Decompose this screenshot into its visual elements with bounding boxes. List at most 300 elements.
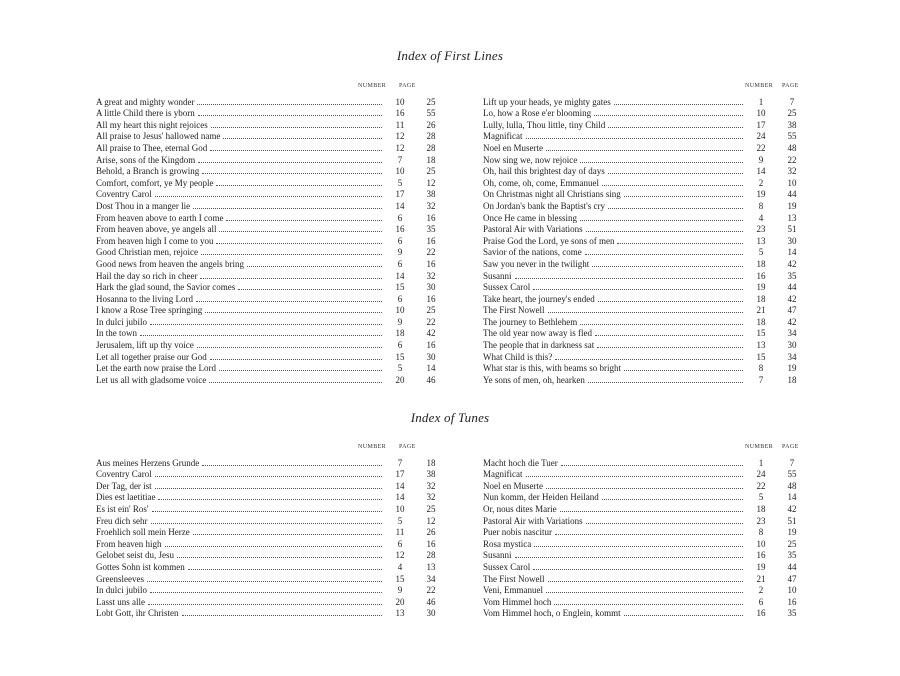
index-entry bbox=[483, 292, 811, 304]
dot-leader bbox=[216, 185, 382, 186]
dot-leader bbox=[148, 604, 382, 605]
dot-leader bbox=[247, 266, 382, 267]
dot-leader bbox=[151, 523, 383, 524]
entry-page: 30 bbox=[787, 235, 797, 246]
entry-page: 12 bbox=[426, 177, 436, 188]
index-entry bbox=[483, 584, 811, 596]
entry-page: 30 bbox=[426, 608, 436, 619]
entry-title: Oh, hail this brightest day of days bbox=[483, 166, 605, 177]
dot-leader bbox=[177, 557, 382, 558]
index-entry bbox=[96, 141, 450, 153]
entry-title: On Jordan's bank the Baptist's cry bbox=[483, 200, 605, 211]
entry-page: 18 bbox=[787, 374, 797, 385]
index-entry bbox=[483, 153, 811, 165]
entry-number: 21 bbox=[756, 573, 766, 584]
entry-number: 9 bbox=[397, 585, 403, 596]
entry-page: 55 bbox=[426, 108, 436, 119]
entry-page: 13 bbox=[787, 212, 797, 223]
index-entry bbox=[96, 595, 450, 607]
index-entry bbox=[483, 327, 811, 339]
index-entry bbox=[483, 281, 811, 293]
dot-leader bbox=[560, 511, 743, 512]
index-entry bbox=[96, 211, 450, 223]
index-entry bbox=[96, 572, 450, 584]
entry-page: 35 bbox=[787, 270, 797, 281]
entry-title: Good news from heaven the angels bring bbox=[96, 258, 244, 269]
index-entry bbox=[96, 537, 450, 549]
index-entry bbox=[483, 246, 811, 258]
entry-number: 14 bbox=[395, 200, 405, 211]
entry-title: Praise God the Lord, ye sons of men bbox=[483, 235, 615, 246]
entry-page: 30 bbox=[426, 351, 436, 362]
dot-leader bbox=[147, 581, 382, 582]
entry-page: 32 bbox=[426, 480, 436, 491]
number-header: NUMBER bbox=[745, 444, 774, 450]
dot-leader bbox=[614, 104, 743, 105]
index-entry bbox=[483, 130, 811, 142]
entry-page: 32 bbox=[426, 200, 436, 211]
entry-page: 34 bbox=[787, 328, 797, 339]
entry-page: 44 bbox=[787, 282, 797, 293]
entry-page: 16 bbox=[787, 596, 797, 607]
entry-number: 9 bbox=[397, 316, 403, 327]
entry-title: The First Nowell bbox=[483, 573, 545, 584]
entry-title: Rosa mystica bbox=[483, 538, 532, 549]
index-entry bbox=[96, 292, 450, 304]
index-entry bbox=[96, 234, 450, 246]
entry-page: 16 bbox=[426, 258, 436, 269]
entry-title: Sussex Carol bbox=[483, 561, 531, 572]
dot-leader bbox=[226, 220, 382, 221]
entry-title: From heaven above to earth I come bbox=[96, 212, 224, 223]
entry-title: Ye sons of men, oh, hearken bbox=[483, 374, 585, 385]
entry-number: 15 bbox=[756, 351, 766, 362]
entry-number: 16 bbox=[756, 608, 766, 619]
dot-leader bbox=[533, 569, 743, 570]
entry-page: 16 bbox=[426, 340, 436, 351]
entry-title: From heaven high I come to you bbox=[96, 235, 214, 246]
first-lines-title: Index of First Lines bbox=[396, 48, 504, 63]
entry-page: 44 bbox=[787, 189, 797, 200]
entry-title: Behold, a Branch is growing bbox=[96, 166, 200, 177]
dot-leader bbox=[554, 604, 743, 605]
entry-number: 4 bbox=[758, 212, 764, 223]
entry-number: 19 bbox=[756, 282, 766, 293]
entry-page: 55 bbox=[787, 469, 797, 480]
dot-leader bbox=[624, 615, 743, 616]
entry-number: 14 bbox=[395, 480, 405, 491]
dot-leader bbox=[608, 208, 743, 209]
entry-title: Froehlich soll mein Herze bbox=[96, 527, 190, 538]
index-entry bbox=[483, 118, 811, 130]
entry-number: 6 bbox=[397, 293, 403, 304]
dot-leader bbox=[592, 266, 743, 267]
entry-title: Vom Himmel hoch, o Englein, kommt bbox=[483, 608, 621, 619]
index-entry bbox=[483, 373, 811, 385]
entry-number: 23 bbox=[756, 515, 766, 526]
dot-leader bbox=[598, 301, 743, 302]
index-entry bbox=[483, 560, 811, 572]
entry-number: 6 bbox=[397, 235, 403, 246]
entry-number: 6 bbox=[397, 538, 403, 549]
entry-page: 55 bbox=[787, 131, 797, 142]
entry-number: 24 bbox=[756, 131, 766, 142]
entry-title: Coventry Carol bbox=[96, 469, 152, 480]
entry-number: 18 bbox=[756, 316, 766, 327]
entry-number: 1 bbox=[758, 96, 764, 107]
entry-page: 46 bbox=[426, 374, 436, 385]
index-entry bbox=[483, 549, 811, 561]
entry-title: Noel en Muserte bbox=[483, 142, 543, 153]
index-entry bbox=[96, 327, 450, 339]
entry-title: Savior of the nations, come bbox=[483, 247, 582, 258]
index-entry bbox=[483, 223, 811, 235]
entry-page: 19 bbox=[787, 200, 797, 211]
entry-title: Let us all with gladsome voice bbox=[96, 374, 207, 385]
dot-leader bbox=[546, 488, 743, 489]
index-entry bbox=[483, 537, 811, 549]
entry-page: 16 bbox=[426, 235, 436, 246]
index-entry bbox=[483, 165, 811, 177]
index-entry bbox=[96, 107, 450, 119]
entry-number: 13 bbox=[395, 608, 405, 619]
entry-page: 25 bbox=[787, 538, 797, 549]
entry-page: 35 bbox=[787, 550, 797, 561]
entry-number: 10 bbox=[395, 166, 405, 177]
entry-page: 10 bbox=[787, 177, 797, 188]
dot-leader bbox=[594, 115, 743, 116]
entry-page: 34 bbox=[426, 573, 436, 584]
entry-title: Arise, sons of the Kingdom bbox=[96, 154, 196, 165]
page-header: PAGE bbox=[399, 444, 416, 450]
index-entry bbox=[96, 165, 450, 177]
entry-page: 47 bbox=[787, 305, 797, 316]
entry-page: 25 bbox=[426, 166, 436, 177]
entry-page: 14 bbox=[787, 247, 797, 258]
entry-title: Es ist ein' Ros' bbox=[96, 503, 149, 514]
entry-page: 28 bbox=[426, 550, 436, 561]
entry-title: Vom Himmel hoch bbox=[483, 596, 552, 607]
entry-number: 21 bbox=[756, 305, 766, 316]
dot-leader bbox=[546, 592, 743, 593]
number-header: NUMBER bbox=[358, 444, 387, 450]
dot-leader bbox=[586, 231, 743, 232]
entry-title: Comfort, comfort, ye My people bbox=[96, 177, 214, 188]
entry-title: Lift up your heads, ye mighty gates bbox=[483, 96, 611, 107]
dot-leader bbox=[201, 254, 382, 255]
dot-leader bbox=[197, 347, 382, 348]
entry-title: Susanni bbox=[483, 550, 512, 561]
entry-page: 14 bbox=[426, 363, 436, 374]
entry-page: 42 bbox=[787, 258, 797, 269]
dot-leader bbox=[555, 534, 743, 535]
dot-leader bbox=[223, 138, 382, 139]
index-list bbox=[96, 456, 450, 618]
entry-title: Good Christian men, rejoice bbox=[96, 247, 198, 258]
dot-leader bbox=[196, 301, 382, 302]
entry-number: 10 bbox=[395, 503, 405, 514]
entry-page: 47 bbox=[787, 573, 797, 584]
entry-number: 6 bbox=[397, 212, 403, 223]
index-entry bbox=[96, 584, 450, 596]
entry-page: 12 bbox=[426, 515, 436, 526]
index-entry bbox=[96, 95, 450, 107]
page-header: PAGE bbox=[782, 444, 799, 450]
index-entry bbox=[96, 223, 450, 235]
entry-title: Lully, lulla, Thou little, tiny Child bbox=[483, 119, 606, 130]
entry-page: 42 bbox=[787, 316, 797, 327]
index-entry bbox=[483, 456, 811, 468]
entry-number: 1 bbox=[758, 457, 764, 468]
dot-leader bbox=[548, 581, 744, 582]
entry-number: 10 bbox=[756, 108, 766, 119]
index-entry bbox=[483, 362, 811, 374]
index-entry bbox=[96, 338, 450, 350]
index-entry bbox=[483, 269, 811, 281]
entry-number: 17 bbox=[395, 189, 405, 200]
index-entry bbox=[483, 595, 811, 607]
dot-leader bbox=[624, 196, 743, 197]
entry-page: 30 bbox=[787, 340, 797, 351]
dot-leader bbox=[211, 127, 382, 128]
entry-page: 14 bbox=[787, 492, 797, 503]
entry-page: 13 bbox=[426, 561, 436, 572]
entry-title: All praise to Jesus' hallowed name bbox=[96, 131, 221, 142]
entry-number: 18 bbox=[756, 293, 766, 304]
entry-title: What star is this, with beams so bright bbox=[483, 363, 621, 374]
entry-title: Dost Thou in a manger lie bbox=[96, 200, 191, 211]
entry-title: Lasst uns alle bbox=[96, 596, 145, 607]
entry-title: The First Nowell bbox=[483, 305, 545, 316]
entry-number: 14 bbox=[395, 492, 405, 503]
index-entry bbox=[483, 141, 811, 153]
entry-number: 8 bbox=[758, 363, 764, 374]
dot-leader bbox=[155, 476, 382, 477]
entry-page: 30 bbox=[426, 282, 436, 293]
entry-page: 18 bbox=[426, 154, 436, 165]
entry-page: 26 bbox=[426, 119, 436, 130]
entry-page: 25 bbox=[426, 96, 436, 107]
entry-number: 14 bbox=[395, 270, 405, 281]
entry-number: 15 bbox=[395, 351, 405, 362]
entry-page: 25 bbox=[426, 503, 436, 514]
entry-title: Dies est laetitiae bbox=[96, 492, 156, 503]
dot-leader bbox=[533, 289, 743, 290]
dot-leader bbox=[526, 476, 744, 477]
dot-leader bbox=[193, 534, 382, 535]
entry-title: Der Tag, der ist bbox=[96, 480, 152, 491]
entry-title: The old year now away is fled bbox=[483, 328, 592, 339]
entry-number: 11 bbox=[395, 119, 405, 130]
entry-title: What Child is this? bbox=[483, 351, 553, 362]
entry-page: 38 bbox=[426, 189, 436, 200]
entry-page: 7 bbox=[789, 96, 795, 107]
entry-page: 42 bbox=[426, 328, 436, 339]
entry-page: 48 bbox=[787, 142, 797, 153]
index-entry bbox=[96, 199, 450, 211]
entry-number: 15 bbox=[756, 328, 766, 339]
dot-leader bbox=[580, 162, 743, 163]
dot-leader bbox=[152, 511, 383, 512]
entry-title: Sussex Carol bbox=[483, 282, 531, 293]
dot-leader bbox=[198, 115, 382, 116]
entry-page: 22 bbox=[426, 585, 436, 596]
dot-leader bbox=[238, 289, 382, 290]
index-entry bbox=[483, 491, 811, 503]
entry-page: 18 bbox=[426, 457, 436, 468]
entry-page: 28 bbox=[426, 131, 436, 142]
entry-title: Magnificat bbox=[483, 131, 523, 142]
entry-page: 48 bbox=[787, 480, 797, 491]
entry-number: 19 bbox=[756, 189, 766, 200]
entry-number: 10 bbox=[395, 305, 405, 316]
dot-leader bbox=[580, 220, 743, 221]
entry-number: 18 bbox=[395, 328, 405, 339]
entry-page: 46 bbox=[426, 596, 436, 607]
page-header: PAGE bbox=[399, 83, 416, 89]
index-entry bbox=[96, 362, 450, 374]
dot-leader bbox=[586, 523, 743, 524]
index-entry bbox=[483, 304, 811, 316]
index-entry bbox=[483, 572, 811, 584]
entry-title: I know a Rose Tree springing bbox=[96, 305, 203, 316]
entry-title: Hosanna to the living Lord bbox=[96, 293, 193, 304]
dot-leader bbox=[188, 569, 382, 570]
entry-number: 7 bbox=[397, 154, 403, 165]
dot-leader bbox=[219, 231, 382, 232]
entry-number: 19 bbox=[756, 561, 766, 572]
number-header: NUMBER bbox=[358, 83, 387, 89]
entry-number: 17 bbox=[395, 469, 405, 480]
entry-number: 6 bbox=[397, 258, 403, 269]
entry-page: 35 bbox=[787, 608, 797, 619]
entry-number: 15 bbox=[395, 282, 405, 293]
dot-leader bbox=[515, 278, 743, 279]
entry-page: 10 bbox=[787, 585, 797, 596]
entry-number: 22 bbox=[756, 142, 766, 153]
entry-number: 14 bbox=[756, 166, 766, 177]
index-entry bbox=[483, 176, 811, 188]
entry-number: 13 bbox=[756, 340, 766, 351]
entry-title: Or, nous dites Marie bbox=[483, 503, 557, 514]
entry-title: All praise to Thee, eternal God bbox=[96, 142, 208, 153]
entry-title: Gelobet seist du, Jesu bbox=[96, 550, 174, 561]
dot-leader bbox=[155, 488, 382, 489]
index-entry bbox=[483, 468, 811, 480]
dot-leader bbox=[546, 150, 743, 151]
entry-title: From heaven high bbox=[96, 538, 162, 549]
entry-number: 18 bbox=[756, 503, 766, 514]
index-list bbox=[483, 456, 811, 618]
entry-number: 8 bbox=[758, 200, 764, 211]
entry-title: Puer nobis nascitur bbox=[483, 527, 552, 538]
entry-number: 5 bbox=[397, 515, 403, 526]
entry-title: Freu dich sehr bbox=[96, 515, 148, 526]
dot-leader bbox=[210, 150, 382, 151]
dot-leader bbox=[202, 465, 382, 466]
index-entry bbox=[483, 350, 811, 362]
entry-title: Hail the day so rich in cheer bbox=[96, 270, 198, 281]
dot-leader bbox=[182, 615, 383, 616]
index-entry bbox=[483, 502, 811, 514]
dot-leader bbox=[555, 359, 743, 360]
dot-leader bbox=[534, 546, 743, 547]
dot-leader bbox=[193, 208, 382, 209]
entry-page: 38 bbox=[426, 469, 436, 480]
index-list bbox=[96, 95, 450, 385]
index-entry bbox=[483, 257, 811, 269]
index-entry bbox=[483, 188, 811, 200]
index-entry bbox=[96, 176, 450, 188]
entry-page: 32 bbox=[426, 492, 436, 503]
index-entry bbox=[483, 107, 811, 119]
entry-title: Pastoral Air with Variations bbox=[483, 515, 583, 526]
index-entry bbox=[96, 514, 450, 526]
entry-title: Now sing we, now rejoice bbox=[483, 154, 578, 165]
dot-leader bbox=[205, 312, 382, 313]
dot-leader bbox=[198, 162, 382, 163]
index-entry bbox=[483, 607, 811, 619]
dot-leader bbox=[202, 173, 382, 174]
entry-page: 16 bbox=[426, 212, 436, 223]
entry-title: In dulci jubilo bbox=[96, 316, 147, 327]
dot-leader bbox=[209, 382, 382, 383]
entry-number: 17 bbox=[756, 119, 766, 130]
entry-number: 20 bbox=[395, 374, 405, 385]
index-entry bbox=[96, 350, 450, 362]
entry-title: Noel en Muserte bbox=[483, 480, 543, 491]
index-entry bbox=[96, 607, 450, 619]
entry-number: 12 bbox=[395, 550, 405, 561]
entry-page: 38 bbox=[787, 119, 797, 130]
number-header: NUMBER bbox=[745, 83, 774, 89]
entry-title: Gottes Sohn ist kommen bbox=[96, 561, 185, 572]
entry-page: 22 bbox=[787, 154, 797, 165]
entry-number: 20 bbox=[395, 596, 405, 607]
index-entry bbox=[96, 315, 450, 327]
dot-leader bbox=[210, 359, 382, 360]
entry-number: 5 bbox=[397, 363, 403, 374]
entry-number: 16 bbox=[395, 224, 405, 235]
entry-title: A little Child there is yborn bbox=[96, 108, 195, 119]
dot-leader bbox=[158, 499, 382, 500]
dot-leader bbox=[219, 370, 382, 371]
index-entry bbox=[96, 479, 450, 491]
entry-page: 25 bbox=[787, 108, 797, 119]
tunes-title: Index of Tunes bbox=[410, 410, 490, 425]
dot-leader bbox=[200, 278, 382, 279]
entry-page: 22 bbox=[426, 247, 436, 258]
entry-page: 22 bbox=[426, 316, 436, 327]
index-entry bbox=[96, 468, 450, 480]
entry-title: Pastoral Air with Variations bbox=[483, 224, 583, 235]
entry-number: 13 bbox=[756, 235, 766, 246]
entry-page: 16 bbox=[426, 293, 436, 304]
index-entry bbox=[483, 199, 811, 211]
index-entry bbox=[96, 526, 450, 538]
index-entry bbox=[96, 560, 450, 572]
dot-leader bbox=[602, 499, 743, 500]
entry-page: 7 bbox=[789, 457, 795, 468]
entry-page: 19 bbox=[787, 363, 797, 374]
dot-leader bbox=[588, 382, 743, 383]
dot-leader bbox=[595, 335, 743, 336]
entry-number: 5 bbox=[758, 492, 764, 503]
index-entry bbox=[483, 526, 811, 538]
entry-title: Aus meines Herzens Grunde bbox=[96, 457, 200, 468]
entry-page: 26 bbox=[426, 527, 436, 538]
entry-title: A great and mighty wonder bbox=[96, 96, 195, 107]
